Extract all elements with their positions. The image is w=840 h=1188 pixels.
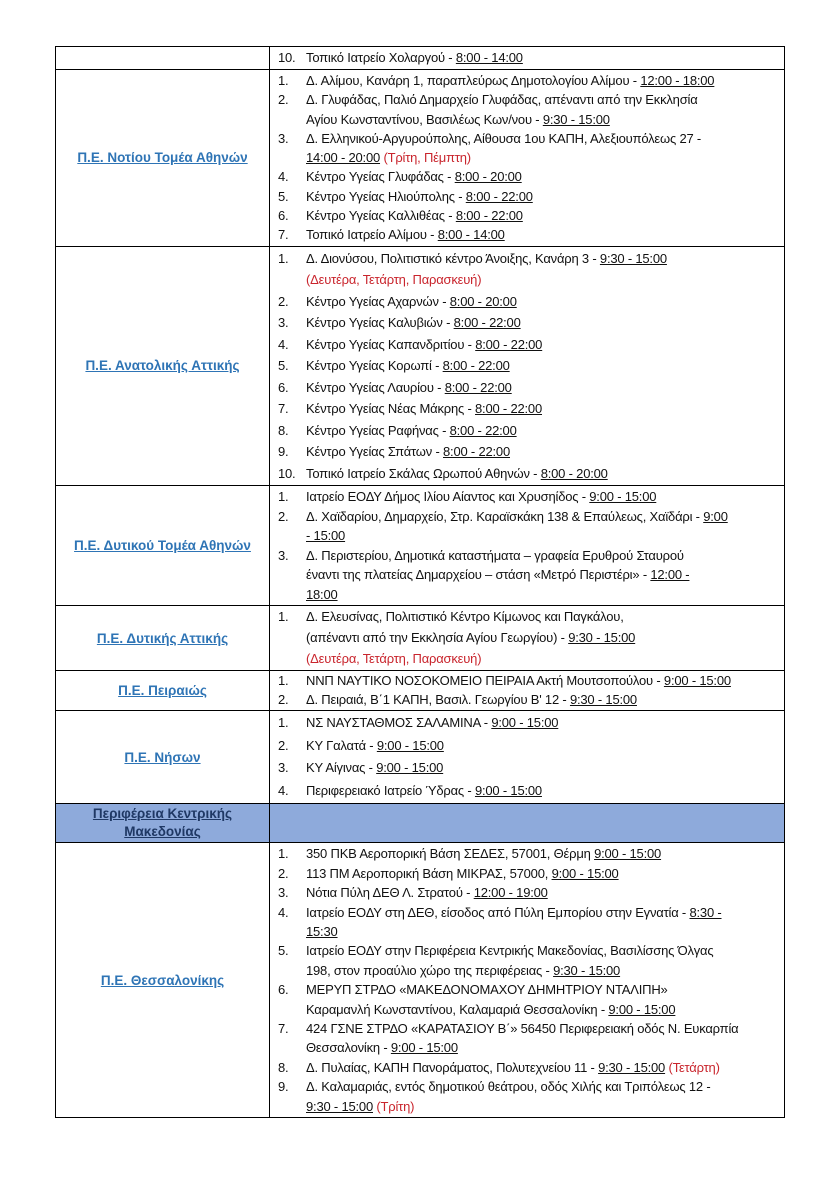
opening-hours: 12:00 - 18:00 <box>640 73 715 88</box>
item-number: 2. <box>278 293 289 309</box>
locations-cell-nison <box>270 711 785 804</box>
opening-hours: 8:00 - 22:00 <box>443 444 510 460</box>
item-number: 1. <box>278 489 289 505</box>
location-text: Δ. Χαϊδαρίου, Δημαρχείο, Στρ. Καραϊσκάκη 138 & Επαύλεως, Χαϊδάρι - <box>306 508 704 524</box>
item-text <box>306 1019 779 1058</box>
item-number: 3. <box>278 315 289 331</box>
location-text: (απέναντι από την Εκκλησία Αγίου Γεωργίου) - <box>306 629 569 645</box>
region-link-label[interactable]: Π.Ε. Θεσσαλονίκης <box>100 972 225 988</box>
item-text <box>306 90 779 129</box>
location-item <box>278 735 779 758</box>
location-text: Δ. Διονύσου, Πολιτιστικό κέντρο Άνοιξης, Κανάρη 3 - <box>306 250 600 266</box>
table-row-anatolikis <box>56 246 785 486</box>
location-item <box>278 377 779 399</box>
opening-hours: 8:00 - 22:00 <box>449 422 517 438</box>
location-item <box>278 312 779 334</box>
location-text: 350 ΠΚΒ Αεροπορική Βάση ΣΕΔΕΣ, 57001, Θέρμη <box>306 846 595 862</box>
location-text: Ιατρείο ΕΟΔΥ Δήμος Ιλίου Αίαντος και Χρυσηίδος - <box>306 489 590 505</box>
opening-hours: 9:00 - 15:00 <box>474 782 542 798</box>
locations-cell-kmakedonias <box>270 804 785 843</box>
location-text: Αγίου Κωνσταντίνου, Βασιλέως Κων/νου - <box>306 111 543 127</box>
item-text <box>306 672 779 691</box>
item-number: 5. <box>278 358 289 374</box>
location-item <box>278 980 779 1019</box>
location-item <box>278 712 779 735</box>
item-text <box>306 844 779 863</box>
item-text <box>306 398 779 420</box>
item-number: 10. <box>278 465 296 481</box>
item-number: 1. <box>278 673 289 689</box>
location-text: Τοπικό Ιατρείο Αλίμου - <box>306 227 438 243</box>
opening-hours: 8:00 - 20:00 <box>454 169 522 185</box>
location-item <box>278 355 779 377</box>
region-cell-kmakedonias <box>56 804 270 843</box>
opening-hours: 8:00 - 20:00 <box>449 293 517 309</box>
item-text <box>306 1058 779 1077</box>
table-row-cholargou <box>56 47 785 70</box>
item-number: 1. <box>278 250 289 266</box>
location-text: Τοπικό Ιατρείο Σκάλας Ωρωπού Αθηνών - <box>306 465 541 481</box>
table-row-nison <box>56 711 785 804</box>
locations-cell-notiou <box>270 70 785 247</box>
opening-hours: 9:00 - 15:00 <box>594 846 662 862</box>
location-text: ΚΥ Γαλατά - <box>306 737 377 753</box>
item-number: 2. <box>278 737 289 753</box>
location-item <box>278 1058 779 1077</box>
locations-cell-anatolikis <box>270 246 785 486</box>
location-text: Κέντρο Υγείας Σπάτων - <box>306 444 443 460</box>
opening-hours: 8:00 - 22:00 <box>475 401 542 417</box>
location-item <box>278 129 779 168</box>
table-row-thessalonikis <box>56 843 785 1118</box>
opening-hours: 9:00 - 15:00 <box>390 1040 458 1056</box>
region-link-label[interactable]: Π.Ε. Ανατολικής Αττικής <box>85 358 240 374</box>
item-number: 6. <box>278 982 289 998</box>
table-row-notiou <box>56 70 785 247</box>
location-item <box>278 71 779 90</box>
item-number: 1. <box>278 609 289 625</box>
item-text <box>306 507 779 546</box>
item-text <box>306 757 779 780</box>
region-link-label[interactable]: Π.Ε. Δυτικού Τομέα Αθηνών <box>74 538 251 554</box>
item-number: 4. <box>278 169 289 185</box>
item-number: 4. <box>278 336 289 352</box>
location-item <box>278 507 779 546</box>
opening-hours: 8:00 - 22:00 <box>465 188 533 204</box>
item-number: 3. <box>278 885 289 901</box>
item-number: 2. <box>278 865 289 881</box>
schedule-table-body <box>56 47 785 1118</box>
location-item <box>278 864 779 883</box>
item-number: 9. <box>278 444 289 460</box>
item-number: 4. <box>278 782 289 798</box>
opening-hours: 8:00 - 22:00 <box>444 379 512 395</box>
location-text: Καραμανλή Κωνσταντίνου, Καλαμαριά Θεσσαλονίκη - <box>306 1001 609 1017</box>
item-text <box>306 206 779 225</box>
location-text: Ιατρείο ΕΟΔΥ στην Περιφέρεια Κεντρικής Μακεδονίας, Βασιλίσσης Όλγας <box>306 943 714 959</box>
opening-hours: 8:30 - <box>689 904 722 920</box>
item-text <box>306 780 779 803</box>
location-item <box>278 757 779 780</box>
opening-hours: 14:00 - 20:00 <box>306 150 381 166</box>
item-number: 1. <box>278 715 289 731</box>
location-text: Κέντρο Υγείας Καλυβιών - <box>306 315 454 331</box>
item-number: 8. <box>278 1059 289 1075</box>
region-cell-anatolikis <box>56 246 270 486</box>
location-text: Θεσσαλονίκη - <box>306 1040 391 1056</box>
item-number: 6. <box>278 379 289 395</box>
region-link-label[interactable]: Π.Ε. Νήσων <box>124 749 201 765</box>
location-text: Δ. Ελληνικού-Αργυρούπολης, Αίθουσα 1ου ΚΑΠΗ, Αλεξιουπόλεως 27 - <box>306 130 702 146</box>
item-number: 9. <box>278 1079 289 1095</box>
weekday-note: (Δευτέρα, Τετάρτη, Παρασκευή) <box>306 272 482 288</box>
item-text <box>306 487 779 507</box>
location-text: Τοπικό Ιατρείο Χολαργού - <box>306 50 456 65</box>
location-text: Κέντρο Υγείας Ραφήνας - <box>306 422 450 438</box>
region-header-label: Περιφέρεια Κεντρικής Μακεδονίας <box>92 806 233 840</box>
item-text <box>306 291 779 313</box>
region-cell-peiraios <box>56 671 270 711</box>
location-text: Ιατρείο ΕΟΔΥ στη ΔΕΘ, είσοδος από Πύλη Εμπορίου στην Εγνατία - <box>306 904 690 920</box>
opening-hours: 9:30 - 15:00 <box>553 962 621 978</box>
item-number: 7. <box>278 401 289 417</box>
opening-hours: 8:00 - 22:00 <box>455 208 523 224</box>
item-number: 7. <box>278 1020 289 1036</box>
table-row-dytikou <box>56 486 785 606</box>
item-text <box>306 463 779 485</box>
item-number: 6. <box>278 208 289 224</box>
location-item <box>278 398 779 420</box>
location-item <box>278 48 779 68</box>
opening-hours: 8:00 - 20:00 <box>540 465 608 481</box>
item-number: 3. <box>278 130 289 146</box>
item-text <box>306 167 779 186</box>
opening-hours: 9:00 - 15:00 <box>663 673 731 689</box>
opening-hours: 8:00 - 22:00 <box>475 336 543 352</box>
location-item <box>278 844 779 863</box>
location-item <box>278 441 779 463</box>
region-link-label[interactable]: Π.Ε. Νοτίου Τομέα Αθηνών <box>77 150 248 166</box>
item-text <box>306 883 779 902</box>
location-text: Κέντρο Υγείας Ηλιούπολης - <box>306 188 466 204</box>
locations-cell-cholargou <box>270 47 785 70</box>
location-text: Δ. Γλυφάδας, Παλιό Δημαρχείο Γλυφάδας, απέναντι από την Εκκλησία <box>306 92 698 108</box>
region-cell-nison <box>56 711 270 804</box>
item-text <box>306 864 779 883</box>
location-text: 424 ΓΣΝΕ ΣΤΡΔΟ «ΚΑΡΑΤΑΣΙΟΥ Β΄» 56450 Περιφερειακή οδός Ν. Ευκαρπία <box>306 1020 739 1036</box>
region-cell-cholargou <box>56 47 270 70</box>
location-item <box>278 187 779 206</box>
location-text: Δ. Καλαμαριάς, εντός δημοτικού θεάτρου, οδός Χιλής και Τριπόλεως 12 - <box>306 1079 711 1095</box>
location-text: έναντι της πλατείας Δημαρχείου – στάση «Μετρό Περιστέρι» - <box>306 567 651 583</box>
table-row-kmakedonias <box>56 804 785 843</box>
location-item <box>278 1019 779 1058</box>
locations-cell-dytikis <box>270 606 785 671</box>
opening-hours: 12:00 - <box>650 567 690 583</box>
item-text <box>306 607 779 669</box>
location-item <box>278 903 779 942</box>
opening-hours: 8:00 - 14:00 <box>437 227 505 243</box>
location-text: Κέντρο Υγείας Νέας Μάκρης - <box>306 401 475 417</box>
locations-cell-thessalonikis <box>270 843 785 1118</box>
locations-cell-dytikou <box>270 486 785 606</box>
item-text <box>306 941 779 980</box>
item-number: 3. <box>278 760 289 776</box>
location-text: 113 ΠΜ Αεροπορική Βάση ΜΙΚΡΑΣ, 57000, <box>306 865 552 881</box>
location-item <box>278 672 779 691</box>
item-number: 5. <box>278 943 289 959</box>
location-text: Δ. Περιστερίου, Δημοτικά καταστήματα – γραφεία Ερυθρού Σταυρού <box>306 547 684 563</box>
location-item <box>278 941 779 980</box>
region-link-label[interactable]: Π.Ε. Πειραιώς <box>118 683 207 699</box>
item-text <box>306 1077 779 1116</box>
location-text: Κέντρο Υγείας Κορωπί - <box>306 358 443 374</box>
opening-hours: 9:00 - 15:00 <box>376 760 444 776</box>
weekday-note: (Τρίτη) <box>376 1098 415 1114</box>
location-text: ΝΝΠ ΝΑΥΤΙΚΟ ΝΟΣΟΚΟΜΕΙΟ ΠΕΙΡΑΙΑ Ακτή Μουτσοπούλου - <box>306 673 664 689</box>
opening-hours: 9:00 - 15:00 <box>491 715 559 731</box>
location-item <box>278 607 779 669</box>
location-text: Κέντρο Υγείας Γλυφάδας - <box>306 169 455 185</box>
table-row-dytikis <box>56 606 785 671</box>
location-item <box>278 463 779 485</box>
location-item <box>278 291 779 313</box>
item-text <box>306 420 779 442</box>
item-number: 7. <box>278 227 289 243</box>
opening-hours: 8:00 - 14:00 <box>455 50 523 65</box>
item-text <box>306 980 779 1019</box>
item-text <box>306 546 779 605</box>
opening-hours: 9:00 - 15:00 <box>589 489 657 505</box>
location-item <box>278 420 779 442</box>
location-text: Κέντρο Υγείας Καπανδριτίου - <box>306 336 476 352</box>
location-item <box>278 691 779 710</box>
item-text <box>306 377 779 399</box>
opening-hours: 18:00 <box>306 586 338 602</box>
region-cell-dytikis <box>56 606 270 671</box>
location-text: Κέντρο Υγείας Καλλιθέας - <box>306 208 456 224</box>
opening-hours: 8:00 - 22:00 <box>453 315 521 331</box>
location-text: Νότια Πύλη ΔΕΘ Λ. Στρατού - <box>306 885 474 901</box>
location-item <box>278 90 779 129</box>
location-item <box>278 248 779 291</box>
location-text: Δ. Πυλαίας, ΚΑΠΗ Πανοράματος, Πολυτεχνείου 11 - <box>306 1059 599 1075</box>
item-text <box>306 441 779 463</box>
location-text: Περιφερειακό Ιατρείο Ύδρας - <box>306 782 475 798</box>
item-text <box>306 903 779 942</box>
locations-cell-peiraios <box>270 671 785 711</box>
location-item <box>278 334 779 356</box>
location-text: Δ. Πειραιά, Β΄1 ΚΑΠΗ, Βασιλ. Γεωργίου Β' 12 - <box>306 691 570 707</box>
location-text: Κέντρο Υγείας Αχαρνών - <box>306 293 450 309</box>
item-text <box>306 187 779 206</box>
region-cell-notiou <box>56 70 270 247</box>
opening-hours: 9:00 - 15:00 <box>608 1001 676 1017</box>
opening-hours: 9:30 - 15:00 <box>568 629 636 645</box>
location-item <box>278 487 779 507</box>
item-number: 8. <box>278 422 289 438</box>
opening-hours: 15:30 <box>306 923 338 939</box>
weekday-note: (Δευτέρα, Τετάρτη, Παρασκευή) <box>306 650 482 666</box>
item-number: 1. <box>278 73 289 88</box>
location-item <box>278 780 779 803</box>
opening-hours: 8:00 - 22:00 <box>442 358 510 374</box>
item-text <box>306 712 779 735</box>
item-text <box>306 129 779 168</box>
opening-hours: 9:30 - 15:00 <box>598 1059 666 1075</box>
item-text <box>306 334 779 356</box>
table-row-peiraios <box>56 671 785 711</box>
weekday-note: (Τρίτη, Πέμπτη) <box>383 150 471 166</box>
item-text <box>306 71 779 90</box>
region-cell-dytikou <box>56 486 270 606</box>
location-item <box>278 167 779 186</box>
item-text <box>306 248 779 291</box>
opening-hours: 9:00 <box>703 508 728 524</box>
item-number: 2. <box>278 691 289 707</box>
item-number: 1. <box>278 846 289 862</box>
location-text: ΜΕΡΥΠ ΣΤΡΔΟ «ΜΑΚΕΔΟΝΟΜΑΧΟΥ ΔΗΜΗΤΡΙΟΥ ΝΤΑΛΙΠΗ» <box>306 982 668 998</box>
region-cell-thessalonikis <box>56 843 270 1118</box>
item-number: 10. <box>278 50 296 65</box>
opening-hours: 9:30 - 15:00 <box>306 1098 373 1114</box>
opening-hours: 9:30 - 15:00 <box>569 691 637 707</box>
item-number: 2. <box>278 92 289 108</box>
location-item <box>278 225 779 244</box>
opening-hours: 9:30 - 15:00 <box>542 111 610 127</box>
item-number: 5. <box>278 188 289 204</box>
location-item <box>278 546 779 605</box>
opening-hours: 9:30 - 15:00 <box>599 250 667 266</box>
item-number: 3. <box>278 547 289 563</box>
location-text: ΚΥ Αίγινας - <box>306 760 377 776</box>
location-text: 198, στον προαύλιο χώρο της περιφέρειας - <box>306 962 554 978</box>
item-text <box>306 48 779 68</box>
region-link-label[interactable]: Π.Ε. Δυτικής Αττικής <box>96 630 229 646</box>
opening-hours: 9:00 - 15:00 <box>551 865 619 881</box>
location-item <box>278 883 779 902</box>
location-text: ΝΣ ΝΑΥΣΤΑΘΜΟΣ ΣΑΛΑΜΙΝΑ - <box>306 715 492 731</box>
location-item <box>278 206 779 225</box>
opening-hours: - 15:00 <box>306 528 346 544</box>
item-text <box>306 355 779 377</box>
item-number: 2. <box>278 508 289 524</box>
item-text <box>306 225 779 244</box>
opening-hours: 9:00 - 15:00 <box>376 737 444 753</box>
vaccination-sites-schedule-table <box>55 46 785 1118</box>
location-text: Δ. Αλίμου, Κανάρη 1, παραπλεύρως Δημοτολογίου Αλίμου - <box>306 73 641 88</box>
opening-hours: 12:00 - 19:00 <box>473 885 548 901</box>
item-number: 4. <box>278 904 289 920</box>
item-text <box>306 312 779 334</box>
item-text <box>306 691 779 710</box>
location-text: Δ. Ελευσίνας, Πολιτιστικό Κέντρο Κίμωνος και Παγκάλου, <box>306 609 624 625</box>
weekday-note: (Τετάρτη) <box>668 1059 720 1075</box>
item-text <box>306 735 779 758</box>
location-text: Κέντρο Υγείας Λαυρίου - <box>306 379 445 395</box>
location-item <box>278 1077 779 1116</box>
